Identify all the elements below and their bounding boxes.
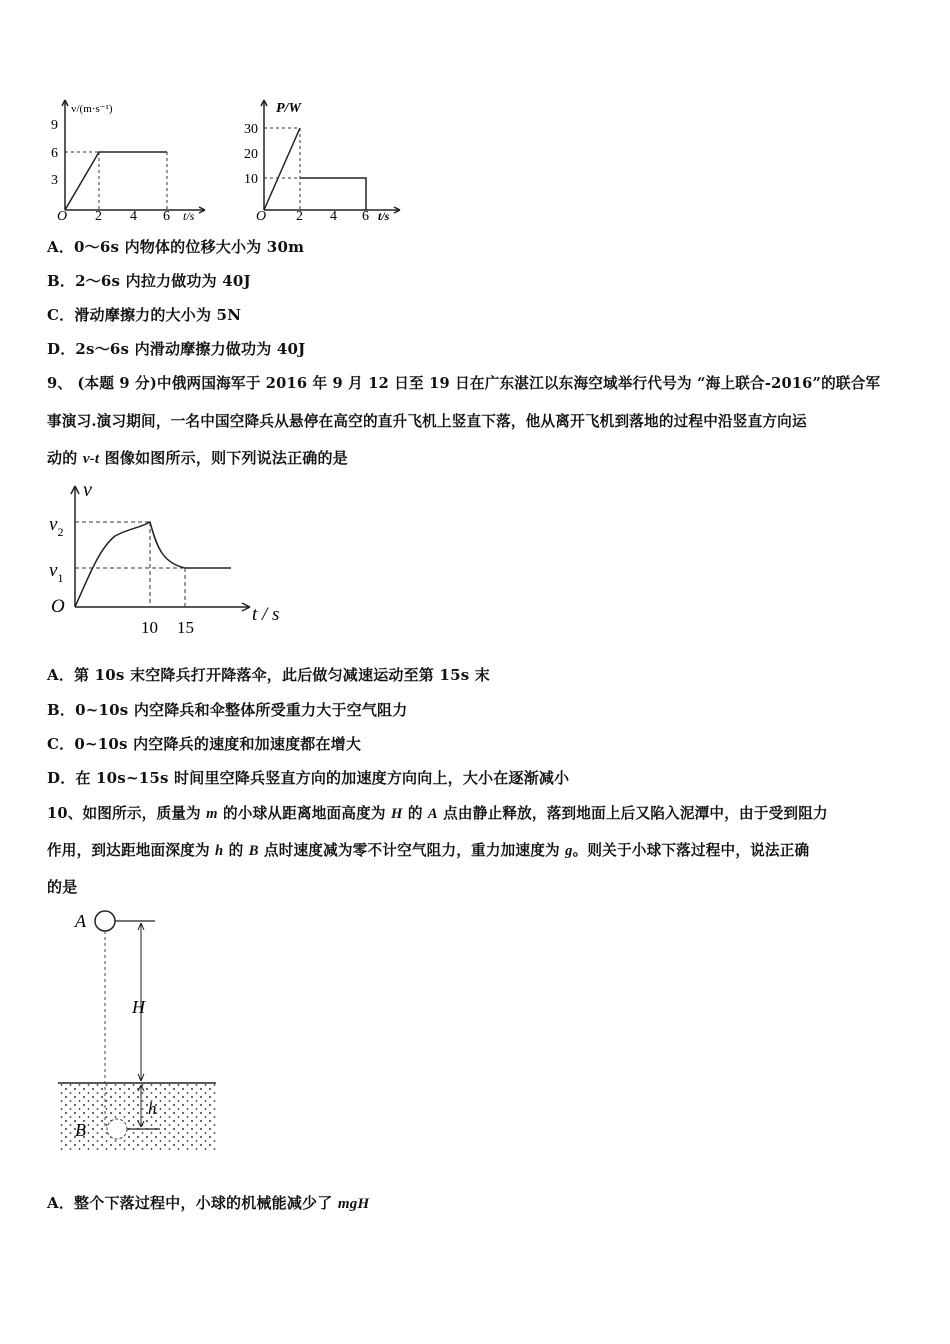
v-axis-label: v/(m·s⁻¹) bbox=[71, 103, 113, 115]
p-axis-label: P/W bbox=[276, 101, 301, 116]
text: H bbox=[391, 806, 403, 822]
point-a-label: A bbox=[75, 911, 86, 931]
origin: O bbox=[57, 209, 68, 222]
text: h bbox=[215, 843, 224, 859]
tick: 3 bbox=[51, 173, 58, 188]
tick: 20 bbox=[244, 147, 258, 162]
q10-option-a bbox=[47, 1192, 369, 1213]
tick: 6 bbox=[51, 146, 58, 161]
tick: 2 bbox=[296, 209, 303, 222]
text: v bbox=[49, 514, 58, 535]
origin: O bbox=[51, 596, 65, 617]
q8-option-d: D．2s～6s 内滑动摩擦力做功为 40J bbox=[47, 340, 306, 358]
v2-label bbox=[49, 514, 63, 539]
tick: 6 bbox=[362, 209, 369, 222]
tick: 6 bbox=[163, 209, 170, 222]
text: v bbox=[49, 560, 58, 581]
q9-option-a: A．第 10s 末空降兵打开降落伞，此后做匀减速运动至第 15s 末 bbox=[47, 666, 490, 684]
tick: 15 bbox=[177, 618, 194, 637]
point-b-label: B bbox=[75, 1120, 86, 1140]
tick: 4 bbox=[330, 209, 337, 222]
paratrooper-vt-graph bbox=[45, 478, 290, 640]
text: 点由静止释放，落到地面上后又陷入泥潭中，由于受到阻力 bbox=[437, 805, 828, 822]
depth-label: h bbox=[148, 1099, 157, 1118]
tick: 10 bbox=[244, 172, 258, 187]
tick: 2 bbox=[95, 209, 102, 222]
x-axis-label: t/s bbox=[183, 209, 195, 222]
q8-option-a: A．0～6s 内物体的位移大小为 30m bbox=[47, 238, 305, 256]
text: A．整个下落过程中，小球的机械能减少了 bbox=[47, 1194, 338, 1212]
q10-stem-line3: 的是 bbox=[47, 878, 78, 896]
text: 。则关于小球下落过程中，说法正确 bbox=[572, 842, 810, 859]
height-label: H bbox=[132, 997, 145, 1017]
text: 的 bbox=[402, 805, 428, 822]
text: 1 bbox=[57, 571, 64, 585]
power-time-graph bbox=[240, 92, 410, 222]
text: m bbox=[206, 806, 218, 822]
text: 10、如图所示，质量为 bbox=[47, 805, 207, 822]
text: 的 bbox=[223, 842, 249, 859]
text: g bbox=[565, 843, 573, 859]
q8-option-b: B．2～6s 内拉力做功为 40J bbox=[47, 272, 251, 290]
text: 动的 bbox=[47, 449, 83, 467]
q9-stem-line2: 事演习.演习期间，一名中国空降兵从悬停在高空的直升飞机上竖直下落，他从离开飞机到落地的过程中沿竖直方向运 bbox=[47, 413, 807, 430]
q9-option-c: C．0~10s 内空降兵的速度和加速度都在增大 bbox=[47, 735, 362, 753]
tick: 30 bbox=[244, 122, 258, 137]
tick: 10 bbox=[141, 618, 158, 637]
x-axis-label: t / s bbox=[252, 604, 280, 625]
text: 点时速度减为零不计空气阻力，重力加速度为 bbox=[258, 842, 566, 859]
q9-stem-line1: 9、 (本题 9 分)中俄两国海军于 2016 年 9 月 12 日至 19 日在广东湛江以东海空域举行代号为 “海上联合-2016”的联合军 bbox=[47, 375, 881, 392]
q10-stem-line1 bbox=[47, 802, 828, 823]
ball-falling-diagram bbox=[55, 903, 220, 1158]
q9-stem-line3 bbox=[47, 447, 348, 468]
velocity-time-graph bbox=[45, 92, 215, 222]
text: v-t bbox=[82, 451, 100, 467]
text: mgH bbox=[337, 1196, 370, 1212]
x-axis-label: t/s bbox=[378, 209, 390, 222]
tick: 4 bbox=[130, 209, 137, 222]
tick: 9 bbox=[51, 118, 58, 133]
text: 作用，到达距地面深度为 bbox=[47, 842, 216, 859]
text: 的小球从距离地面高度为 bbox=[217, 805, 391, 822]
text: 2 bbox=[57, 525, 64, 539]
q9-option-d: D．在 10s~15s 时间里空降兵竖直方向的加速度方向向上，大小在逐渐减小 bbox=[47, 769, 570, 787]
text: A bbox=[427, 806, 438, 822]
q9-option-b: B．0~10s 内空降兵和伞整体所受重力大于空气阻力 bbox=[47, 701, 408, 719]
v1-label bbox=[49, 560, 63, 585]
text: B bbox=[248, 843, 259, 859]
q8-option-c: C．滑动摩擦力的大小为 5N bbox=[47, 306, 242, 324]
v-axis-label: v bbox=[83, 479, 92, 501]
origin: O bbox=[256, 209, 267, 222]
q10-stem-line2 bbox=[47, 839, 809, 860]
text: 图像如图所示，则下列说法正确的是 bbox=[99, 449, 348, 467]
